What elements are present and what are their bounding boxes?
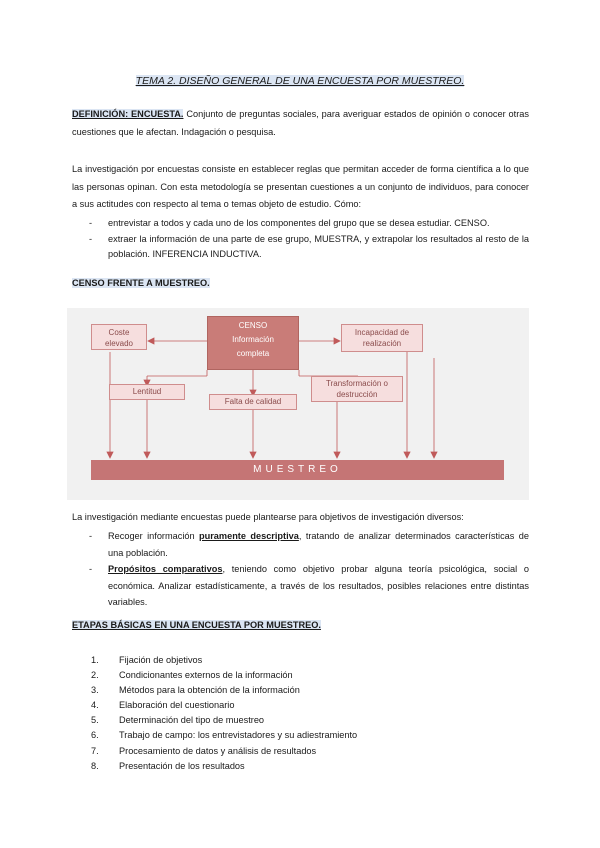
muestreo-bar: MUESTREO xyxy=(91,460,504,480)
section-heading-censo: CENSO FRENTE A MUESTREO. xyxy=(72,278,210,288)
definition-paragraph xyxy=(72,106,529,141)
list-item: 8. Presentación de los resultados xyxy=(91,760,245,771)
list-item: - Recoger información puramente descriptiva, tratando de analizar determinados características de una población. xyxy=(89,531,529,558)
definition-label: DEFINICIÓN: ENCUESTA. xyxy=(72,109,184,119)
definition-text: Conjunto de preguntas sociales, para averiguar estados de opinión o conocer otras cuestiones que le afectan. Indagación o pesquisa. xyxy=(72,109,529,137)
list-item: 2. Condicionantes externos de la información xyxy=(91,670,293,681)
list-item: - entrevistar a todos y cada uno de los componentes del grupo que se desea estudiar. CENSO. xyxy=(89,218,490,228)
list-item: 1. Fijación de objetivos xyxy=(91,655,203,665)
falta-calidad-box: Falta de calidad xyxy=(209,394,297,410)
objetivos-intro: La investigación mediante encuestas puede plantearse para objetivos de investigación diversos: xyxy=(72,512,464,522)
incapacidad-box: Incapacidad de realización xyxy=(341,324,423,352)
list-item: 4. Elaboración del cuestionario xyxy=(91,700,235,711)
list-item: 5. Determinación del tipo de muestreo xyxy=(91,715,265,726)
list-item: 6. Trabajo de campo: los entrevistadores y su adiestramiento xyxy=(91,730,358,741)
list-item: - Propósitos comparativos, teniendo como objetivo probar alguna teoría psicológica, social o económica. Analizar estadísticamente, a través de los resultados, posibles relaciones entre distintas variables. xyxy=(89,564,529,607)
list-item: 7. Procesamiento de datos y análisis de resultados xyxy=(91,745,317,756)
censo-vs-muestreo-diagram xyxy=(67,308,529,500)
list-item: 3. Métodos para la obtención de la información xyxy=(91,685,300,696)
censo-box: CENSO Información completa xyxy=(207,316,299,370)
list-item: - extraer la información de una parte de ese grupo, MUESTRA, y extrapolar los resultados al resto de la población. INFERENCIA INDUCTIVA. xyxy=(89,233,529,259)
method-bullet-list xyxy=(72,216,529,263)
section-heading-etapas: ETAPAS BÁSICAS EN UNA ENCUESTA POR MUESTREO. xyxy=(72,620,321,630)
page-title: TEMA 2. DISEÑO GENERAL DE UNA ENCUESTA POR MUESTREO. xyxy=(135,75,465,87)
objetivos-bullet-list xyxy=(72,528,529,611)
coste-elevado-box: Coste elevado xyxy=(91,324,147,350)
etapas-list xyxy=(72,653,357,774)
transformacion-box: Transformación o destrucción xyxy=(311,376,403,402)
intro-paragraph: La investigación por encuestas consiste en establecer reglas que permitan acceder de forma científica a lo que las personas opinan. Con esta metodología se presentan cuestiones a un conjunto de individuos, para conocer a sus actitudes con respecto al tema o temas objeto de estudio. Cómo: xyxy=(72,164,529,210)
lentitud-box: Lentitud xyxy=(109,384,185,400)
